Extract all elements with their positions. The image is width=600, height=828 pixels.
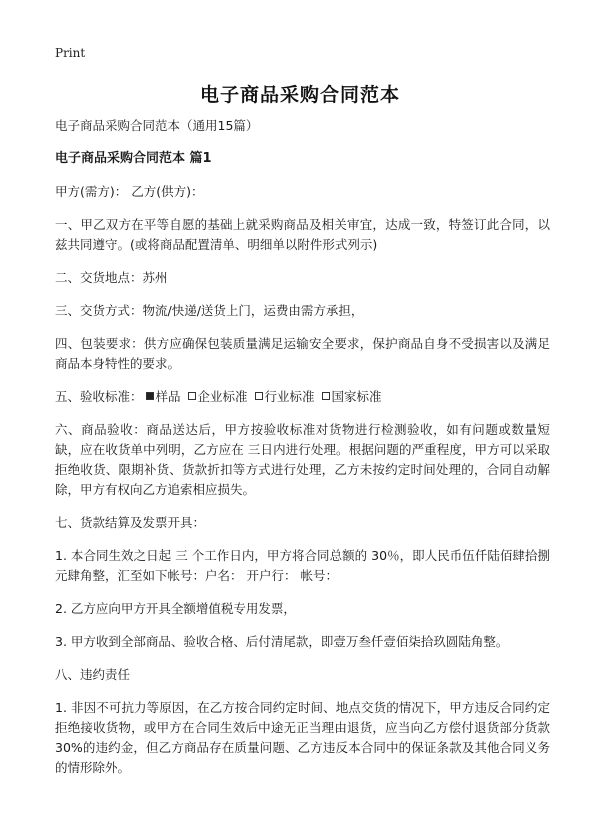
clause-8: 八、违约责任 xyxy=(55,667,131,682)
clause-7-item-2: 2. 乙方应向甲方开具全额增值税专用发票， xyxy=(55,601,296,616)
page-title: 电子商品采购合同范本 xyxy=(199,84,400,106)
clause-5-label: 五、验收标准： xyxy=(55,389,143,404)
checkbox-unchecked-icon xyxy=(255,392,263,400)
document-body xyxy=(55,116,550,791)
checkbox-checked-icon xyxy=(146,392,154,400)
checkbox-unchecked-icon xyxy=(322,392,330,400)
clause-1: 一、甲乙双方在平等自愿的基础上就采购商品及相关审宜，达成一致，特签订此合同，以兹共同遵守。(或将商品配置清单、明细单以附件形式列示) xyxy=(55,217,550,252)
clause-8-item-1: 1. 非因不可抗力等原因，在乙方按合同约定时间、地点交货的情况下，甲方违反合同约定拒绝接收货物，或甲方在合同生效后中途无正当理由退货，应当向乙方偿付退货部分货款 30%的违约金，但乙方商品存在质量问题、乙方违反本合同中的保证条款及其他合同义务的情形除外。 xyxy=(55,700,550,775)
option-enterprise-standard: 企业标准 xyxy=(197,389,248,404)
clause-5 xyxy=(55,387,550,407)
clause-7-item-1: 1. 本合同生效之日起 三 个工作日内，甲方将合同总额的 30％，即人民币伍仟陆佰肆拾捌元肆角整，汇至如下帐号：户名： 开户行： 帐号： xyxy=(55,548,550,583)
section-heading: 电子商品采购合同范本 篇1 xyxy=(55,151,212,166)
clause-3: 三、交货方式：物流/快递/送货上门，运费由需方承担， xyxy=(55,303,364,318)
parties-line: 甲方(需方)： 乙方(供方)： xyxy=(55,184,204,199)
clause-6: 六、商品验收：商品送达后，甲方按验收标准对货物进行检测验收，如有问题或数量短缺，应在收货单中列明，乙方应在 三日内进行处理。根据问题的严重程度，甲方可以采取拒绝收货、限期补货、货款折扣等方式进行处理，乙方未按约定时间处理的，合同自动解除，甲方有权向乙方追索相应损失。 xyxy=(55,422,550,497)
clause-4: 四、包装要求：供方应确保包装质量满足运输安全要求，保护商品自身不受损害以及满足商品本身特性的要求。 xyxy=(55,336,550,371)
print-link[interactable]: Print xyxy=(55,46,86,60)
clause-7: 七、货款结算及发票开具： xyxy=(55,515,206,530)
option-sample: 样品 xyxy=(155,389,181,404)
document-subtitle: 电子商品采购合同范本（通用15篇） xyxy=(55,118,259,133)
clause-7-item-3: 3. 甲方收到全部商品、验收合格、后付清尾款，即壹万叁仟壹佰柒拾玖圆陆角整。 xyxy=(55,634,509,649)
option-industry-standard: 行业标准 xyxy=(264,389,315,404)
checkbox-unchecked-icon xyxy=(188,392,196,400)
option-national-standard: 国家标准 xyxy=(331,389,382,404)
clause-2: 二、交货地点：苏州 xyxy=(55,270,168,285)
